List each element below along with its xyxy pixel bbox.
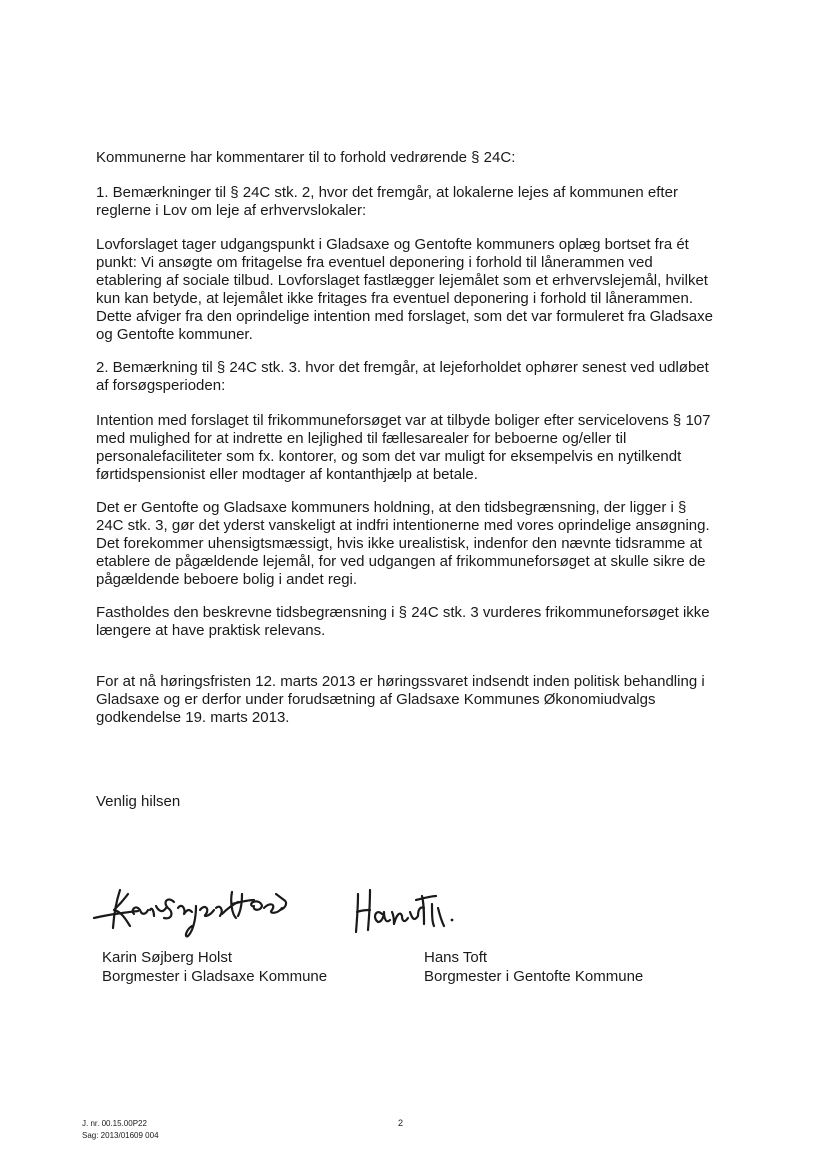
section1-body-line: etablering af sociale tilbud. Lovforslaget fastlægger lejemålet som et erhvervslejemål, hvilket xyxy=(96,272,708,289)
section2-p1-line: Intention med forslaget til frikommuneforsøget var at tilbyde boliger efter servicelovens § 107 xyxy=(96,412,711,429)
section2-p2-line: pågældende beboere bolig i andet regi. xyxy=(96,571,358,588)
intro-line: Kommunerne har kommentarer til to forhold vedrørende § 24C: xyxy=(96,149,516,166)
signatory-name: Karin Søjberg Holst xyxy=(102,949,233,966)
section2-p1-line: personalefaciliteter som fx. kontorer, og som det var muligt for eksempelvis en nytilkendt xyxy=(96,448,682,465)
hearing-line: For at nå høringsfristen 12. marts 2013 er høringssvaret indsendt inden politisk behandling i xyxy=(96,673,705,690)
hearing-paragraph xyxy=(96,673,736,727)
closing-salutation xyxy=(96,793,736,811)
section2-heading-line: af forsøgsperioden: xyxy=(96,377,226,394)
signature-hans xyxy=(352,886,462,936)
signatory-name: Hans Toft xyxy=(424,949,488,966)
signatory-2 xyxy=(424,948,643,986)
section2-heading xyxy=(96,359,736,395)
section2-heading-line: 2. Bemærkning til § 24C stk. 3. hvor det fremgår, at lejeforholdet ophører senest ved udløbet xyxy=(96,359,709,376)
section2-p2-line: etablere de pågældende lejemål, for ved udgangen af frikommuneforsøget at skulle sikre de xyxy=(96,553,706,570)
section2-p2-line: Det forekommer uhensigtsmæssigt, hvis ikke urealistisk, indenfor den nævnte tidsramme at xyxy=(96,535,703,552)
section1-body-line: kun kan betyde, at lejemålet ikke fritages fra eventuel deponering i forhold til lånerammen. xyxy=(96,290,694,307)
section2-paragraph-2 xyxy=(96,499,736,589)
section2-p1-line: med mulighed for at indrette en lejlighed til fællesarealer for beboerne og/eller til xyxy=(96,430,627,447)
section2-paragraph-3 xyxy=(96,604,736,640)
section1-body-line: og Gentofte kommuner. xyxy=(96,326,253,343)
section2-p3-line: Fastholdes den beskrevne tidsbegrænsning i § 24C stk. 3 vurderes frikommuneforsøget ikke xyxy=(96,604,710,621)
section2-paragraph-1 xyxy=(96,412,736,484)
section1-body-line: Lovforslaget tager udgangspunkt i Gladsaxe og Gentofte kommuners oplæg bortset fra ét xyxy=(96,236,689,253)
section2-p2-line: Det er Gentofte og Gladsaxe kommuners holdning, at den tidsbegrænsning, der ligger i § xyxy=(96,499,687,516)
footer-case-number: Sag: 2013/01609 004 xyxy=(82,1131,159,1140)
footer-reference xyxy=(82,1118,159,1142)
section2-p1-line: førtidspensionist eller modtager af kontanthjælp at betale. xyxy=(96,466,478,483)
section1-heading xyxy=(96,184,736,220)
signatory-title: Borgmester i Gladsaxe Kommune xyxy=(102,968,328,985)
signatory-1 xyxy=(102,948,327,986)
section1-heading-line: reglerne i Lov om leje af erhvervslokaler: xyxy=(96,202,367,219)
section1-body xyxy=(96,236,736,344)
signatory-title: Borgmester i Gentofte Kommune xyxy=(424,968,644,985)
hearing-line: Gladsaxe og er derfor under forudsætning af Gladsaxe Kommunes Økonomiudvalgs xyxy=(96,691,656,708)
section2-p3-line: længere at have praktisk relevans. xyxy=(96,622,326,639)
hearing-line: godkendelse 19. marts 2013. xyxy=(96,709,290,726)
section1-body-line: punkt: Vi ansøgte om fritagelse fra eventuel deponering i forhold til lånerammen ved xyxy=(96,254,653,271)
footer-journal-number: J. nr. 00.15.00P22 xyxy=(82,1119,147,1128)
signature-karin xyxy=(92,880,292,942)
section1-body-line: Dette afviger fra den oprindelige intention med forslaget, som det var formuleret fra Gladsaxe xyxy=(96,308,713,325)
closing-line: Venlig hilsen xyxy=(96,793,181,810)
section1-heading-line: 1. Bemærkninger til § 24C stk. 2, hvor det fremgår, at lokalerne lejes af kommunen efter xyxy=(96,184,678,201)
intro-paragraph xyxy=(96,149,736,167)
section2-p2-line: 24C stk. 3, gør det yderst vanskeligt at indfri intentionerne med vores oprindelige ansøgning. xyxy=(96,517,710,534)
page-number: 2 xyxy=(398,1118,404,1128)
